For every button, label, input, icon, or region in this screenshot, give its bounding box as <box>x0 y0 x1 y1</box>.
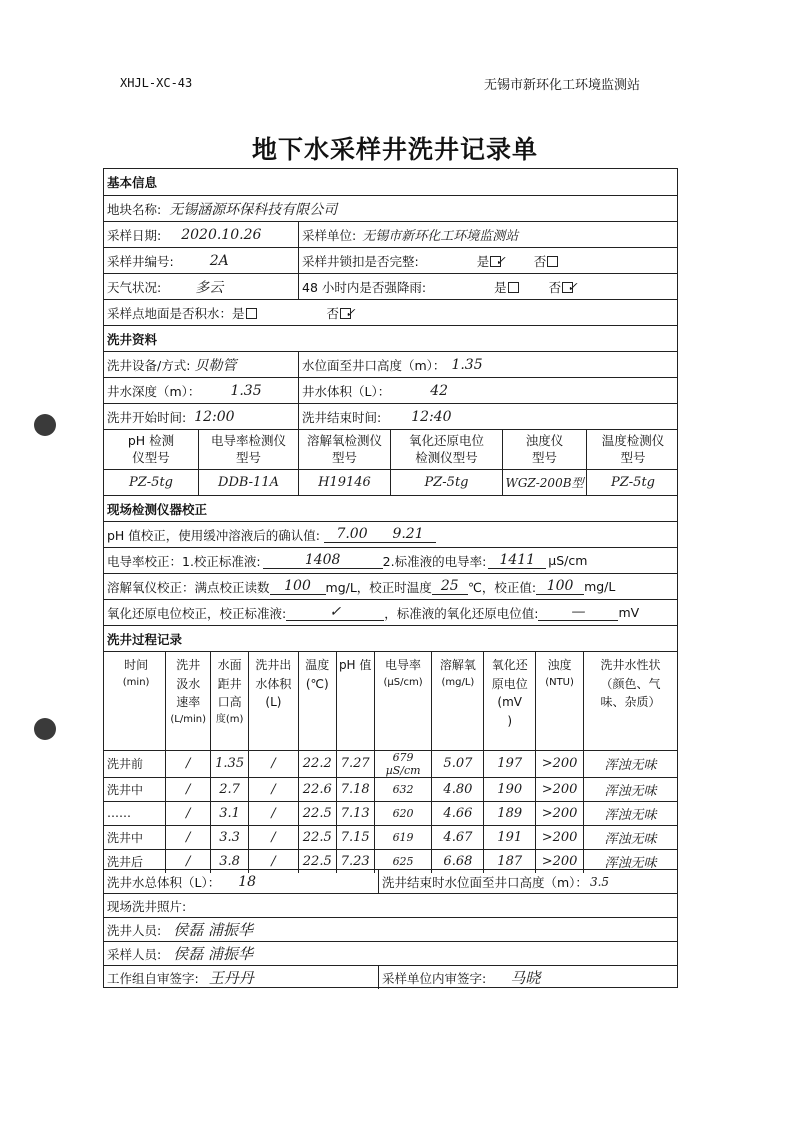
process-header-cell <box>536 652 584 750</box>
orp-label-2: ，标准液的氧化还原电位值: <box>384 605 539 621</box>
selfcheck-signature: 王丹丹 <box>208 969 254 987</box>
process-value-cell: / <box>166 750 211 777</box>
process-header-cell <box>104 652 166 750</box>
section-process <box>104 625 677 651</box>
instrument-header: 溶解氧检测仪 型号 <box>298 430 390 469</box>
binder-hole-bottom <box>34 718 56 740</box>
selfcheck-label: 工作组自审签字: <box>107 970 199 986</box>
photo-label: 现场洗井照片: <box>107 898 187 914</box>
process-value-cell: / <box>249 801 299 825</box>
process-value-cell: 浑浊无味 <box>584 825 678 849</box>
row-photo <box>104 893 677 917</box>
process-value-cell: >200 <box>536 849 584 873</box>
process-header-line: 溶解氧 <box>439 658 476 672</box>
ph-calibration-value-1: 7.00 <box>324 526 380 543</box>
process-value-cell: 22.5 <box>298 825 336 849</box>
ph-calibration-value-2: 9.21 <box>380 526 436 543</box>
total-volume-value: 18 <box>238 873 257 890</box>
process-header-line: 电导率 <box>385 658 422 672</box>
process-value-cell: 620 <box>374 801 432 825</box>
rain-yes-checkbox[interactable] <box>508 282 519 293</box>
process-stage-cell: 洗井前 <box>104 750 166 777</box>
process-header-row <box>104 652 677 750</box>
well-no-value: 2A <box>209 252 229 269</box>
do-calibrated-value: 100 <box>536 578 584 595</box>
process-header-line: 氧化还 <box>491 658 528 672</box>
process-value-cell: 3.1 <box>211 801 249 825</box>
process-value-cell: / <box>166 777 211 801</box>
row-wellno-lock <box>104 247 677 273</box>
process-header-cell <box>211 652 249 750</box>
process-row <box>104 825 677 849</box>
section-washing-title: 洗井资料 <box>107 331 158 347</box>
row-orp-calibration <box>104 599 677 625</box>
process-header-cell <box>298 652 336 750</box>
end-time-label: 洗井结束时间: <box>302 409 382 425</box>
weather-label: 天气状况: <box>107 279 162 295</box>
process-header-line: 水体积 <box>255 676 292 691</box>
process-header-line: 洗井出 <box>255 658 292 672</box>
ponding-no-tick: ✓ <box>345 305 356 320</box>
process-value-cell: 浑浊无味 <box>584 777 678 801</box>
process-value-cell: >200 <box>536 801 584 825</box>
process-header-line: pH 值 <box>338 658 372 672</box>
process-value-cell: / <box>166 825 211 849</box>
process-header-line: 洗井 <box>176 658 201 672</box>
process-header-cell <box>484 652 536 750</box>
process-row <box>104 801 677 825</box>
process-value-cell: 6.68 <box>432 849 484 873</box>
conductivity-standard-value: 1408 <box>263 552 383 569</box>
instrument-model: PZ-5tg <box>129 475 173 490</box>
lock-yes-tick: ✓ <box>495 253 506 268</box>
section-calibration-title: 现场检测仪器校正 <box>107 501 208 517</box>
process-value-cell: 4.67 <box>432 825 484 849</box>
process-value-cell: 4.80 <box>432 777 484 801</box>
row-plot <box>104 195 677 221</box>
lock-no-label: 否 <box>533 253 547 269</box>
process-value-cell: / <box>249 825 299 849</box>
water-level-value: 1.35 <box>451 356 483 373</box>
conductivity-value: 1411 <box>488 552 546 569</box>
row-date-unit <box>104 221 677 247</box>
process-value-cell: 浑浊无味 <box>584 750 678 777</box>
do-label-2: mg/L，校正时温度 <box>325 579 432 595</box>
process-header-line: （颜色、气 <box>600 676 661 691</box>
process-header-cell <box>249 652 299 750</box>
process-value-cell: >200 <box>536 777 584 801</box>
process-header-line: 洗井水性状 <box>600 658 661 672</box>
instrument-header: pH 检测 仪型号 <box>127 432 175 465</box>
process-value-cell: 浑浊无味 <box>584 849 678 873</box>
depth-value: 1.35 <box>230 382 262 399</box>
date-label: 采样日期: <box>107 227 162 243</box>
review-signature: 马晓 <box>510 969 541 987</box>
process-stage-cell: 洗井中 <box>104 825 166 849</box>
plot-label: 地块名称: <box>107 201 162 217</box>
process-value-cell: 2.7 <box>211 777 249 801</box>
process-header-line: (NTU) <box>545 676 574 688</box>
end-water-level-value: 3.5 <box>589 874 610 889</box>
process-value-cell: 187 <box>484 849 536 873</box>
do-label-3: ℃，校正值: <box>467 579 537 595</box>
instrument-header: 浊度仪 型号 <box>502 430 586 469</box>
weather-value: 多云 <box>195 279 224 296</box>
ph-calibration-label: pH 值校正，使用缓冲溶液后的确认值: <box>107 527 321 543</box>
orp-label-1: 氧化还原电位校正，校正标准液: <box>107 605 287 621</box>
instrument-model: WGZ-200B型 <box>502 470 586 495</box>
do-full-value: 100 <box>270 578 326 595</box>
process-value-cell: 22.5 <box>298 801 336 825</box>
section-process-title: 洗井过程记录 <box>107 631 183 647</box>
do-temp-value: 25 <box>432 578 468 595</box>
process-header-line: 浊度 <box>547 658 572 672</box>
process-value-cell: 190 <box>484 777 536 801</box>
process-value-cell: 679 µS/cm <box>374 750 432 777</box>
volume-label: 井水体积（L）： <box>302 383 391 399</box>
conductivity-label-2: 2.标准液的电导率: <box>382 553 487 569</box>
rain-label: 48 小时内是否强降雨: <box>302 279 427 295</box>
process-header-cell <box>336 652 374 750</box>
process-header-cell <box>432 652 484 750</box>
process-value-cell: 22.5 <box>298 849 336 873</box>
process-stage-cell: …… <box>104 801 166 825</box>
row-do-calibration <box>104 573 677 599</box>
orp-standard-value: ✓ <box>286 604 384 621</box>
process-header-line: 味、杂质） <box>600 695 661 710</box>
process-header-line: ) <box>507 713 513 728</box>
process-stage-cell: 洗井中 <box>104 777 166 801</box>
process-value-cell: 7.15 <box>336 825 374 849</box>
ponding-yes-checkbox[interactable] <box>246 308 257 319</box>
instrument-model: DDB-11A <box>198 470 298 495</box>
ponding-label: 采样点地面是否积水：是 <box>107 305 245 321</box>
instrument-model: PZ-5tg <box>586 470 679 495</box>
row-conductivity-calibration <box>104 547 677 573</box>
process-value-cell: 7.18 <box>336 777 374 801</box>
rain-no-checkbox[interactable] <box>562 282 573 293</box>
instrument-header: 温度检测仪 型号 <box>586 430 679 469</box>
sampler-label: 采样人员: <box>107 946 162 962</box>
do-label-1: 溶解氧仪校正：满点校正读数 <box>107 579 270 595</box>
organization-name: 无锡市新环化工环境监测站 <box>484 78 641 93</box>
row-ph-calibration <box>104 521 677 547</box>
orp-value: — <box>538 604 618 621</box>
washer-signature: 侯磊 浦振华 <box>173 921 253 939</box>
start-time-value: 12:00 <box>194 408 235 425</box>
process-row <box>104 750 677 777</box>
process-value-cell: / <box>166 801 211 825</box>
process-value-cell: 浑浊无味 <box>584 801 678 825</box>
process-header-cell <box>166 652 211 750</box>
section-calibration <box>104 495 677 521</box>
row-ponding <box>104 299 677 325</box>
process-header-line: (℃) <box>305 676 329 691</box>
washer-label: 洗井人员: <box>107 922 162 938</box>
process-header-line: 汲水 <box>176 676 201 691</box>
ponding-no-checkbox[interactable] <box>340 308 351 319</box>
process-value-cell: 625 <box>374 849 432 873</box>
process-value-cell: 3.3 <box>211 825 249 849</box>
date-value: 2020.10.26 <box>181 226 262 243</box>
binder-hole-top <box>34 414 56 436</box>
review-label: 采样单位内审签字: <box>382 970 487 986</box>
lock-no-checkbox[interactable] <box>547 256 558 267</box>
lock-yes-checkbox[interactable] <box>490 256 501 267</box>
process-value-cell: / <box>166 849 211 873</box>
conductivity-unit: µS/cm <box>548 553 588 568</box>
water-level-label: 水位面至井口高度（m）： <box>302 357 446 373</box>
plot-value: 无锡涵源环保科技有限公司 <box>169 201 338 218</box>
unit-value: 无锡市新环化工环境监测站 <box>362 229 519 244</box>
process-value-cell: 7.13 <box>336 801 374 825</box>
rain-no-tick: ✓ <box>567 279 578 294</box>
process-value-cell: 197 <box>484 750 536 777</box>
process-value-cell: 22.6 <box>298 777 336 801</box>
process-header-line: 速率 <box>176 695 201 710</box>
form-code: XHJL-XC-43 <box>120 76 193 90</box>
record-sheet <box>103 168 678 988</box>
process-header-line: 距井 <box>217 676 242 691</box>
section-washing <box>104 325 677 351</box>
lock-yes-label: 是 <box>476 253 490 269</box>
row-washer <box>104 917 677 941</box>
process-row <box>104 777 677 801</box>
process-stage-cell: 洗井后 <box>104 849 166 873</box>
row-instrument-headers <box>104 429 677 469</box>
row-sampler <box>104 941 677 965</box>
process-value-cell: 7.23 <box>336 849 374 873</box>
process-header-line: 口高 <box>217 695 242 710</box>
row-signatures <box>104 965 677 989</box>
end-water-level-label: 洗井结束时水位面至井口高度（m）： <box>382 874 588 890</box>
process-header-line: (min) <box>122 676 150 688</box>
process-value-cell: >200 <box>536 825 584 849</box>
process-value-cell: 1.35 <box>211 750 249 777</box>
process-value-cell: / <box>249 849 299 873</box>
row-instrument-models <box>104 469 677 495</box>
process-value-cell: 3.8 <box>211 849 249 873</box>
process-header-line: 时间 <box>124 658 149 672</box>
start-time-label: 洗井开始时间: <box>107 409 187 425</box>
form-title: 地下水采样井洗井记录单 <box>251 135 538 164</box>
process-header-line: (µS/cm) <box>383 676 423 688</box>
process-value-cell: 619 <box>374 825 432 849</box>
unit-label: 采样单位: <box>302 227 357 243</box>
volume-value: 42 <box>430 382 449 399</box>
device-label: 洗井设备/方式: <box>107 357 191 373</box>
process-value-cell: 191 <box>484 825 536 849</box>
process-value-cell: 5.07 <box>432 750 484 777</box>
process-value-cell: 632 <box>374 777 432 801</box>
process-table-wrap <box>104 651 677 869</box>
total-volume-label: 洗井水总体积（L）： <box>107 874 221 890</box>
process-header-line: (mV <box>497 695 523 710</box>
instrument-header: 电导率检测仪 型号 <box>198 430 298 469</box>
process-header-line: (L) <box>265 695 282 710</box>
rain-yes-label: 是 <box>494 279 507 295</box>
process-value-cell: / <box>249 777 299 801</box>
process-header-line: (L/min) <box>170 713 206 725</box>
do-unit: mg/L <box>584 579 616 594</box>
process-header-line: 水面 <box>217 658 242 672</box>
process-header-line: 温度 <box>305 658 330 672</box>
instrument-model: PZ-5tg <box>390 470 502 495</box>
process-header-line: 度(m) <box>215 713 244 725</box>
device-value: 贝勒管 <box>194 357 237 374</box>
row-weather-rain <box>104 273 677 299</box>
conductivity-label-1: 电导率校正：1.校正标准液: <box>107 553 261 569</box>
process-header-cell <box>584 652 678 750</box>
well-no-label: 采样井编号: <box>107 253 174 269</box>
row-total-volume <box>104 869 677 893</box>
rain-no-label: 否 <box>548 279 562 295</box>
process-table <box>104 652 677 873</box>
depth-label: 井水深度（m）： <box>107 383 201 399</box>
section-basic-title: 基本信息 <box>107 175 158 190</box>
process-value-cell: / <box>249 750 299 777</box>
process-header-line: (mg/L) <box>441 676 475 688</box>
row-depth-volume <box>104 377 677 403</box>
sampler-signature: 侯磊 浦振华 <box>173 945 253 963</box>
process-value-cell: >200 <box>536 750 584 777</box>
section-basic <box>104 169 677 195</box>
lock-label: 采样井锁扣是否完整: <box>302 253 419 269</box>
instrument-model: H19146 <box>298 470 390 495</box>
process-value-cell: 7.27 <box>336 750 374 777</box>
end-time-value: 12:40 <box>411 408 452 425</box>
row-device-wl <box>104 351 677 377</box>
orp-unit: mV <box>618 605 640 620</box>
instrument-header: 氧化还原电位 检测仪型号 <box>390 430 502 469</box>
ponding-no-label: 否 <box>326 305 340 321</box>
process-header-cell <box>374 652 432 750</box>
process-header-line: 原电位 <box>491 676 528 691</box>
process-value-cell: 189 <box>484 801 536 825</box>
row-start-end <box>104 403 677 429</box>
process-value-cell: 22.2 <box>298 750 336 777</box>
process-value-cell: 4.66 <box>432 801 484 825</box>
